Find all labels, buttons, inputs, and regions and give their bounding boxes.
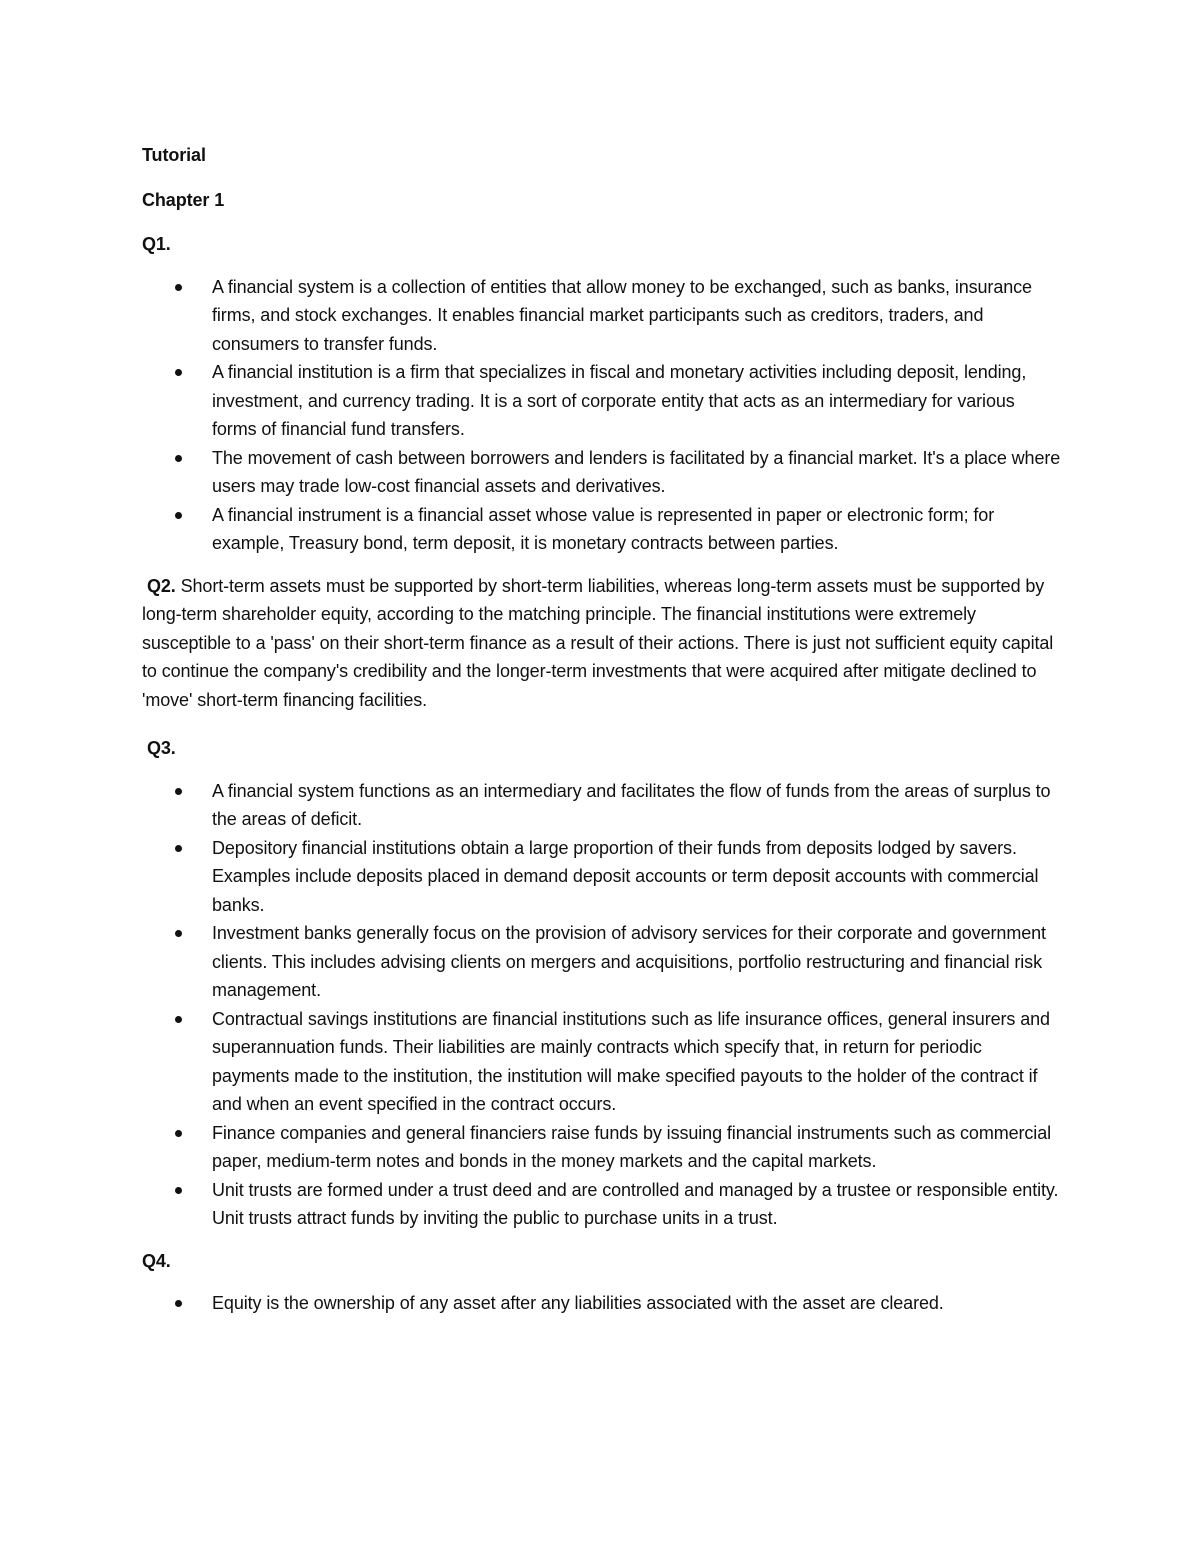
list-item-text: The movement of cash between borrowers and lenders is facilitated by a financial market. It's a place where users may trade low-cost financial assets and derivatives. <box>212 447 1061 496</box>
q3-bullet-list <box>142 777 1062 1233</box>
q3-heading: Q3. <box>147 738 176 758</box>
list-item <box>142 501 1062 558</box>
list-item-text: Finance companies and general financiers raise funds by issuing financial instruments such as commercial paper, medium-term notes and bonds in the money markets and the capital markets. <box>212 1122 1052 1171</box>
list-item-text: Unit trusts are formed under a trust deed and are controlled and managed by a trustee or responsible entity. Unit trusts attract funds by inviting the public to purchase units in a trust. <box>212 1179 1059 1228</box>
bullet-icon <box>175 1187 182 1194</box>
document-body <box>142 141 1062 1332</box>
q1-bullet-list <box>142 273 1062 558</box>
q4-heading: Q4. <box>142 1250 171 1271</box>
bullet-icon <box>175 845 182 852</box>
bullet-icon <box>175 930 182 937</box>
bullet-icon <box>175 369 182 376</box>
list-item <box>142 777 1062 834</box>
bullet-icon <box>175 1016 182 1023</box>
q2-text: Short-term assets must be supported by short-term liabilities, whereas long-term assets must be supported by long-term shareholder equity, according to the matching principle. The financial institutions were extremely susceptible to a 'pass' on their short-term finance as a result of their actions. There is just not sufficient equity capital to continue the company's credibility and the longer-term investments that were acquired after mitigate declined to 'move' short-term financing facilities. <box>142 575 1054 710</box>
list-item <box>142 273 1062 359</box>
list-item-text: Equity is the ownership of any asset after any liabilities associated with the asset are cleared. <box>212 1293 944 1313</box>
list-item-text: A financial system functions as an intermediary and facilitates the flow of funds from the areas of surplus to the areas of deficit. <box>212 780 1051 829</box>
list-item <box>142 834 1062 920</box>
list-item <box>142 444 1062 501</box>
list-item-text: A financial instrument is a financial asset whose value is represented in paper or electronic form; for example, Treasury bond, term deposit, it is monetary contracts between parties. <box>212 504 995 553</box>
bullet-icon <box>175 788 182 795</box>
list-item <box>142 1119 1062 1176</box>
q4-bullet-list <box>142 1289 1062 1318</box>
chapter-heading: Chapter 1 <box>142 189 225 210</box>
list-item-text: A financial system is a collection of entities that allow money to be exchanged, such as banks, insurance firms, and stock exchanges. It enables financial market participants such as creditors, traders, and consumers to transfer funds. <box>212 276 1032 354</box>
list-item-text: Depository financial institutions obtain a large proportion of their funds from deposits lodged by savers. Examples include deposits placed in demand deposit accounts or term deposit accounts with commercial banks. <box>212 837 1039 915</box>
list-item <box>142 1005 1062 1119</box>
list-item-text: Investment banks generally focus on the provision of advisory services for their corporate and government clients. This includes advising clients on mergers and acquisitions, portfolio restructuring and financial risk management. <box>212 923 1046 1000</box>
bullet-icon <box>175 284 182 291</box>
document-title: Tutorial <box>142 145 206 165</box>
bullet-icon <box>175 455 182 462</box>
bullet-icon <box>175 512 182 519</box>
bullet-icon <box>175 1300 182 1307</box>
q2-heading: Q2. <box>147 575 176 596</box>
list-item <box>142 1176 1062 1233</box>
bullet-icon <box>175 1130 182 1137</box>
list-item <box>142 1289 1062 1318</box>
list-item-text: A financial institution is a firm that specializes in fiscal and monetary activities including deposit, lending, investment, and currency trading. It is a sort of corporate entity that acts as an intermediary for various forms of financial fund transfers. <box>212 362 1027 439</box>
q2-paragraph <box>142 572 1062 715</box>
list-item <box>142 358 1062 444</box>
q1-heading: Q1. <box>142 234 171 254</box>
list-item <box>142 919 1062 1005</box>
list-item-text: Contractual savings institutions are financial institutions such as life insurance offices, general insurers and superannuation funds. Their liabilities are mainly contracts which specify that, in return for periodic payments made to the institution, the institution will make specified payouts to the holder of the contract if and when an event specified in the contract occurs. <box>212 1008 1050 1114</box>
